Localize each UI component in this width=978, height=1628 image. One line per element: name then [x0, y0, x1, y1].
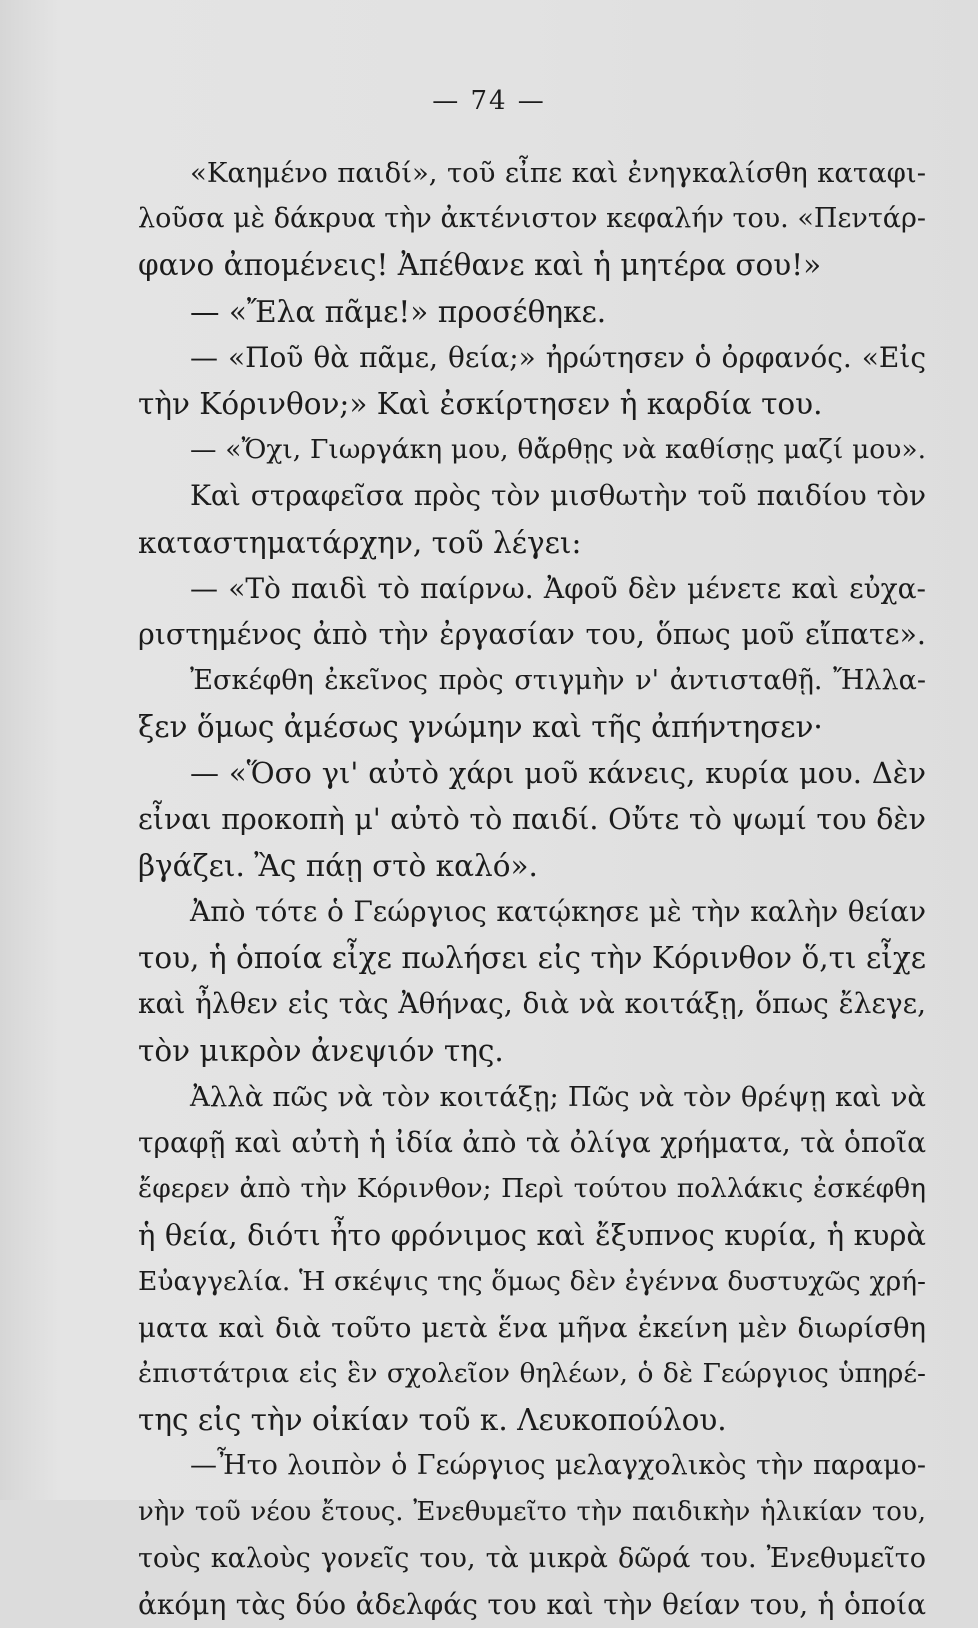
- text-line: «Καημένο παιδί», τοῦ εἶπε καὶ ἐνηγκαλίσθη καταφι-: [190, 157, 926, 189]
- text-line: Εὐαγγελία. Ἡ σκέψις της ὅμως δὲν ἐγέννα δυστυχῶς χρή-: [138, 1265, 926, 1297]
- text-line: ἡ θεία, διότι ἦτο φρόνιμος καὶ ἔξυπνος κυρία, ἡ κυρὰ: [138, 1218, 926, 1253]
- text-line: βγάζει. Ἂς πάῃ στὸ καλό».: [138, 848, 538, 883]
- text-line: καταστηματάρχην, τοῦ λέγει:: [138, 525, 582, 560]
- text-line: — «Ἔλα πᾶμε!» προσέθηκε.: [190, 294, 607, 329]
- text-line: Καὶ στραφεῖσα πρὸς τὸν μισθωτὴν τοῦ παιδίου τὸν: [190, 479, 926, 513]
- text-line: — «Τὸ παιδὶ τὸ παίρνω. Ἀφοῦ δὲν μένετε καὶ εὐχα-: [190, 571, 926, 605]
- text-line: ἀκόμη τὰς δύο ἀδελφάς του καὶ τὴν θείαν του, ἡ ὁποία: [138, 1587, 926, 1621]
- text-line: τὸν μικρὸν ἀνεψιόν της.: [138, 1033, 504, 1068]
- text-line: Ἀλλὰ πῶς νὰ τὸν κοιτάξῃ; Πῶς νὰ τὸν θρέψῃ καὶ νὰ: [190, 1080, 926, 1113]
- text-line: εἶναι προκοπὴ μ' αὐτὸ τὸ παιδί. Οὔτε τὸ ψωμί του δὲν: [138, 802, 926, 836]
- text-line: τραφῇ καὶ αὐτὴ ἡ ἰδία ἀπὸ τὰ ὀλίγα χρήματα, τὰ ὁποῖα: [138, 1125, 926, 1159]
- text-line: καὶ ἦλθεν εἰς τὰς Ἀθήνας, διὰ νὰ κοιτάξῃ, ὅπως ἔλεγε,: [138, 987, 926, 1021]
- text-line: ριστημένος ἀπὸ τὴν ἐργασίαν του, ὅπως μοῦ εἴπατε».: [138, 617, 926, 651]
- text-line: φανο ἀπομένεις! Ἀπέθανε καὶ ἡ μητέρα σου!»: [138, 248, 822, 283]
- body-text: [138, 150, 926, 1628]
- text-line: —Ἦτο λοιπὸν ὁ Γεώργιος μελαγχολικὸς τὴν παραμο-: [190, 1450, 926, 1482]
- text-line: ματα καὶ διὰ τοῦτο μετὰ ἕνα μῆνα ἐκείνη μὲν διωρίσθη: [138, 1311, 926, 1344]
- text-line: της εἰς τὴν οἰκίαν τοῦ κ. Λευκοπούλου.: [138, 1403, 727, 1438]
- text-line: τὴν Κόρινθον;» Καὶ ἐσκίρτησεν ἡ καρδία του.: [138, 386, 823, 421]
- text-line: — «Ὅσο γι' αὐτὸ χάρι μοῦ κάνεις, κυρία μου. Δὲν: [190, 756, 926, 791]
- text-line: — «Ποῦ θὰ πᾶμε, θεία;» ἠρώτησεν ὁ ὀρφανός. «Εἰς: [190, 340, 926, 374]
- text-line: ἔφερεν ἀπὸ τὴν Κόρινθον; Περὶ τούτου πολλάκις ἐσκέφθη: [138, 1173, 926, 1205]
- text-line: τοὺς καλοὺς γονεῖς του, τὰ μικρὰ δῶρά του. Ἐνεθυμεῖτο: [138, 1542, 926, 1574]
- text-line: — «Ὄχι, Γιωργάκη μου, θἄρθῃς νὰ καθίσῃς μαζί μου».: [190, 434, 926, 466]
- text-line: λοῦσα μὲ δάκρυα τὴν ἀκτένιστον κεφαλήν του. «Πεντάρ-: [138, 203, 926, 235]
- text-line: Ἀπὸ τότε ὁ Γεώργιος κατῴκησε μὲ τὴν καλὴν θείαν: [190, 895, 926, 928]
- text-line: ξεν ὅμως ἀμέσως γνώμην καὶ τῆς ἀπήντησεν·: [138, 710, 823, 745]
- text-line: νὴν τοῦ νέου ἔτους. Ἐνεθυμεῖτο τὴν παιδικὴν ἡλικίαν του,: [138, 1497, 926, 1528]
- text-line: ἐπιστάτρια εἰς ἓν σχολεῖον θηλέων, ὁ δὲ Γεώργιος ὑπηρέ-: [138, 1357, 926, 1389]
- text-line: του, ἡ ὁποία εἶχε πωλήσει εἰς τὴν Κόρινθον ὅ,τι εἶχε: [138, 941, 926, 976]
- text-line: Ἐσκέφθη ἐκεῖνος πρὸς στιγμὴν ν' ἀντισταθῇ. Ἤλλα-: [190, 665, 926, 697]
- page-number: — 74 —: [432, 86, 546, 116]
